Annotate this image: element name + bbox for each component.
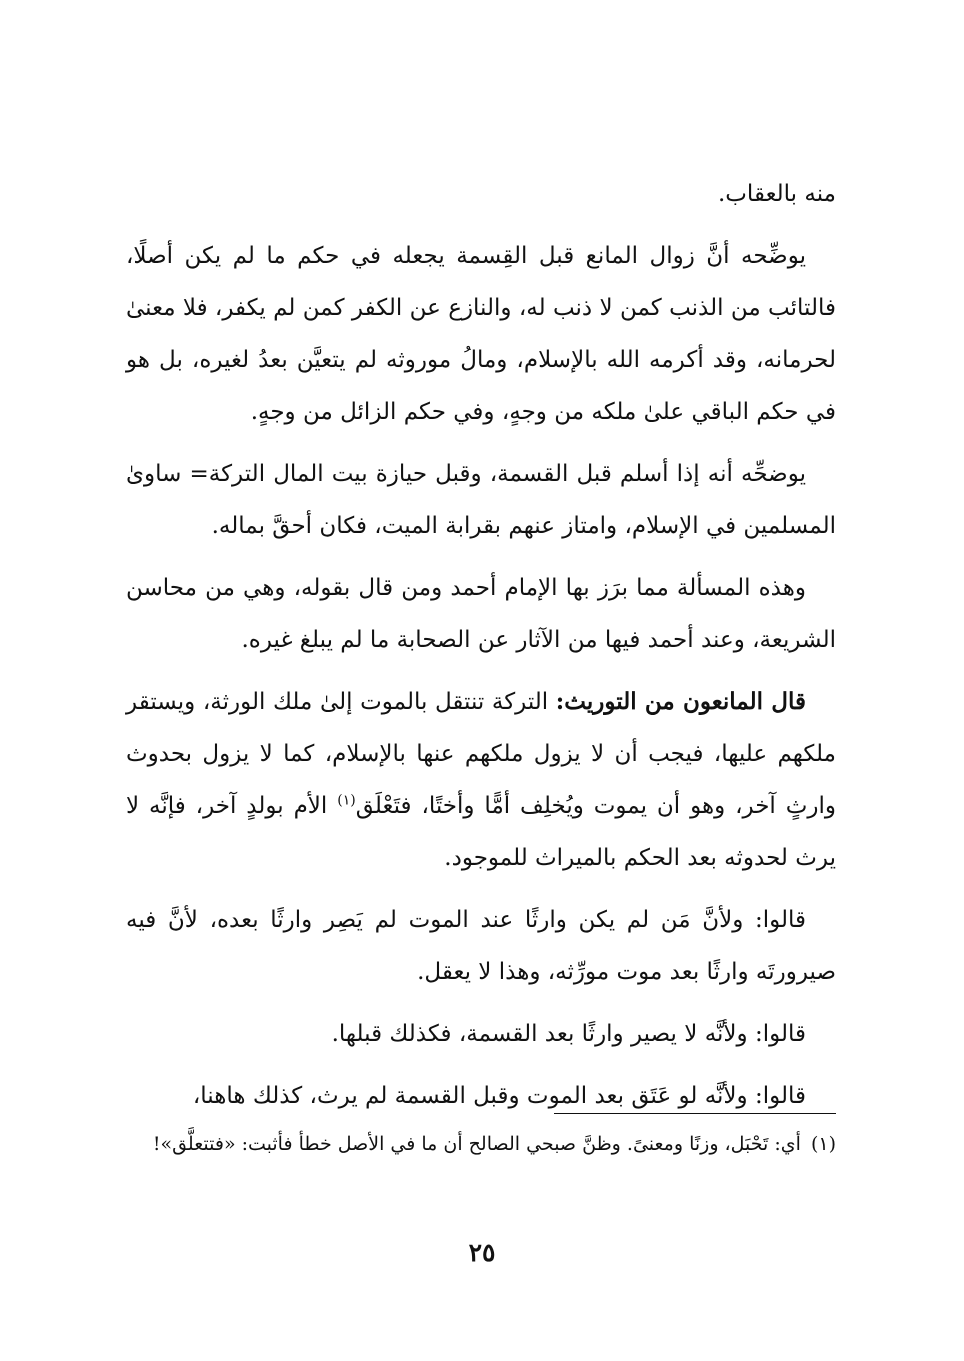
footnote-reference[interactable]: (١) [337,792,356,809]
paragraph: قالوا: ولأنَّ مَن لم يكن وارثًا عند الموت لم يَصِر وارثًا بعده، لأنَّ فيه صيرورتَه وارثًا بعد موت مورِّثه، وهذا لا يعقل. [126,907,836,985]
paragraph: وهذه المسألة مما برَز بها الإمام أحمد ومن قال بقوله، وهي من محاسن الشريعة، وعند أحمد فيها من الآثار عن الصحابة ما لم يبلغ غيره. [126,575,836,653]
page-number: ٢٥ [468,1238,496,1267]
paragraph-lead-heading: قال المانعون من التوريث: [555,688,806,715]
paragraph-text: التركة تنتقل بالموت إلىٰ ملك الورثة، ويستقر ملكهم عليها، فيجب أن لا يزول ملكهم عنها بالإسلام، كما لا يزول بحدوث وارثٍ آخر، وهو أن يموت ويُخلِف أمًّا وأختًا، فتَعْلَق [126,689,836,819]
footnote-text: أي: تَحْبَل، وزنًا ومعنىً. وظنَّ صبحي الصالح أن ما في الأصل خطأ فأثبت: «فتتعلَّق»! [152,1133,801,1155]
paragraph: يوضحِّه أنه إذا أسلم قبل القسمة، وقبل حيازة بيت المال التركة= ساوىٰ المسلمين في الإسلام، وامتاز عنهم بقرابة الميت، فكان أحقَّ بماله. [126,461,836,539]
footnote-separator [554,1113,836,1114]
paragraph: منه بالعقاب. [717,181,836,207]
paragraph: قالوا: ولأنَّه لو عَتَق بعد الموت وقبل القسمة لم يرث، كذلك هاهنا، [192,1083,806,1109]
paragraph: يوضِّحه أنَّ زوال المانع قبل القِسمة يجعله في حكم ما لم يكن أصلًا، فالتائب من الذنب كمن لا ذنب له، والنازع عن الكفر كمن لم يكفر، فلا معنىٰ لحرمانه، وقد أكرمه الله بالإسلام، ومالُ موروثه لم يتعيَّن بعدُ لغيره، بل هو في حكم الباقي علىٰ ملكه من وجهٍ، وفي حكم الزائل من وجهٍ. [126,243,836,425]
footnote [126,1126,836,1162]
paragraph-with-footnote-ref [126,676,836,884]
paragraph-text: الأم بولدٍ آخر، فإنَّه لا يرث لحدوثه بعد الحكم بالميراث للموجود. [126,793,836,871]
main-text [126,168,836,1132]
footnote-number: (١) [810,1133,836,1155]
paragraph: قالوا: ولأنَّه لا يصير وارثًا بعد القسمة، فكذلك قبلها. [331,1021,806,1047]
